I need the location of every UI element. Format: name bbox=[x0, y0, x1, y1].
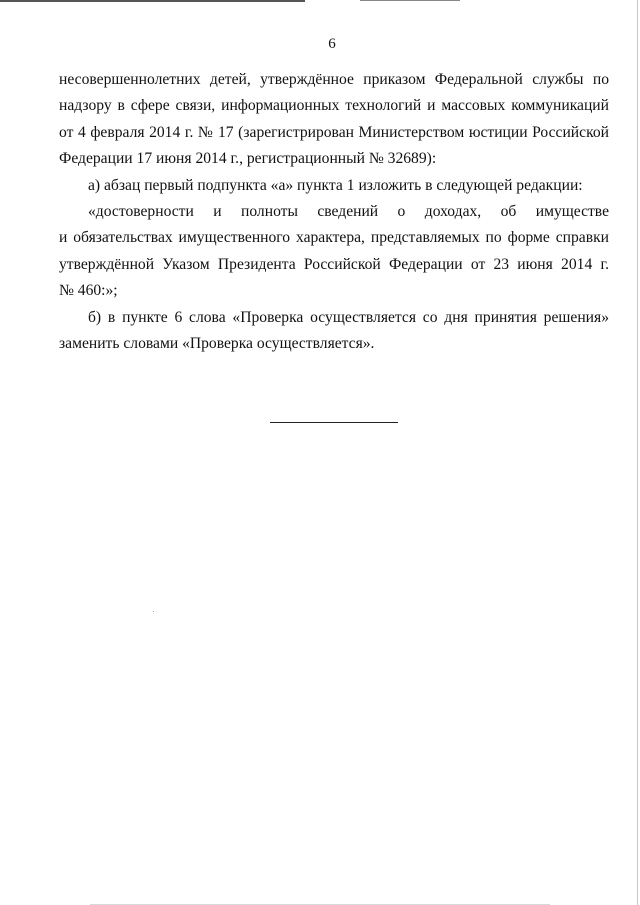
end-separator-line bbox=[270, 422, 398, 423]
text-line: надзору в сфере связи, информационных технологий и массовых коммуникаций bbox=[59, 97, 609, 115]
text-line: и обязательствах имущественного характера, представляемых по форме справки bbox=[59, 229, 609, 247]
text-line: Федерации 17 июня 2014 г., регистрационный № 32689): bbox=[59, 150, 437, 168]
text-line: заменить словами «Проверка осуществляется». bbox=[59, 334, 375, 352]
text-line: «достоверности и полноты сведений о доходах, об имуществе bbox=[88, 202, 609, 220]
scan-top-edge-line bbox=[0, 0, 305, 2]
text-line: несовершеннолетних детей, утверждённое приказом Федеральной службы по bbox=[59, 71, 609, 88]
scan-top-edge-mark bbox=[360, 0, 460, 1]
text-line: а) абзац первый подпункта «а» пункта 1 изложить в следующей редакции: bbox=[88, 176, 583, 194]
scan-speck bbox=[153, 611, 154, 612]
scan-right-edge bbox=[637, 0, 638, 905]
text-line: утверждённой Указом Президента Российской Федерации от 23 июня 2014 г. bbox=[59, 255, 609, 273]
document-body bbox=[59, 67, 609, 357]
text-line: № 460:»; bbox=[59, 282, 118, 300]
page-number: 6 bbox=[328, 36, 336, 52]
text-line: от 4 февраля 2014 г. № 17 (зарегистрирован Министерством юстиции Российской bbox=[59, 123, 609, 141]
text-line: б) в пункте 6 слова «Проверка осуществляется со дня принятия решения» bbox=[88, 308, 609, 326]
